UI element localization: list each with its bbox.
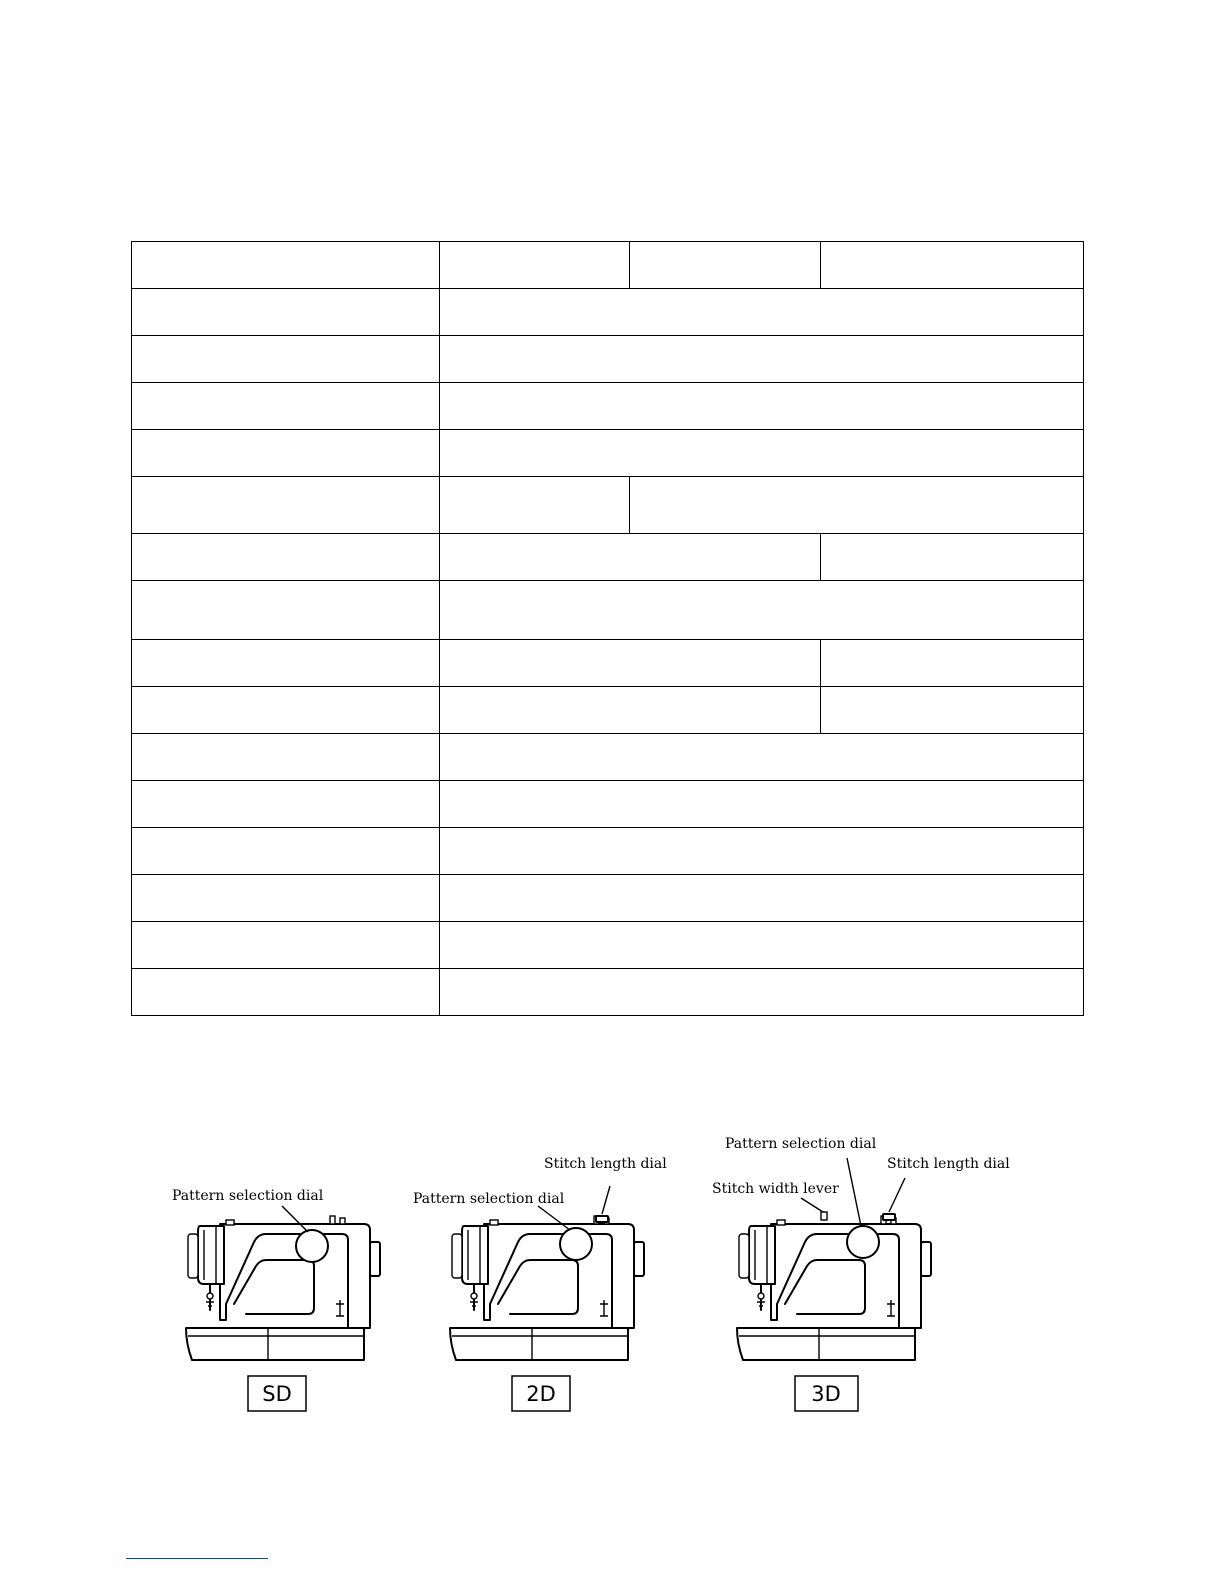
spec-table-cell <box>132 477 440 534</box>
spec-table-row <box>132 289 1084 336</box>
spec-table-row <box>132 687 1084 734</box>
callout-line <box>602 1186 610 1214</box>
sd-model-label: SD <box>262 1382 292 1406</box>
spec-table-row <box>132 640 1084 687</box>
spec-table-row <box>132 969 1084 1016</box>
figure-2d <box>413 1156 667 1411</box>
spec-table-cell <box>132 289 440 336</box>
spec-table-row <box>132 781 1084 828</box>
spec-table-row <box>132 242 1084 289</box>
stitch-length-dial-icon <box>883 1214 895 1220</box>
callout-line <box>847 1158 861 1226</box>
spec-table-cell <box>132 534 440 581</box>
stitch-width-lever-icon <box>821 1212 827 1220</box>
spec-table-cell <box>440 430 1084 477</box>
pattern-selection-dial-icon <box>560 1228 592 1260</box>
2d-stitch-length-label: Stitch length dial <box>544 1156 667 1172</box>
spec-table-cell <box>440 242 630 289</box>
spec-table-cell <box>821 242 1084 289</box>
spec-table-cell <box>132 875 440 922</box>
spec-table-cell <box>132 581 440 640</box>
spec-table-cell <box>440 781 1084 828</box>
illustrations-canvas <box>0 1120 1224 1430</box>
3d-model-label: 3D <box>811 1382 841 1406</box>
spec-table-cell <box>440 687 821 734</box>
callout-line <box>889 1178 905 1212</box>
spec-table-cell <box>440 383 1084 430</box>
spec-table-cell <box>440 477 630 534</box>
spec-table-cell <box>440 581 1084 640</box>
footer-link-underline <box>126 1558 268 1559</box>
pattern-selection-dial-icon <box>296 1230 328 1262</box>
spec-table-row <box>132 430 1084 477</box>
spec-table-body <box>132 242 1084 1016</box>
spec-table-row <box>132 734 1084 781</box>
spec-table-row <box>132 336 1084 383</box>
spec-table-cell <box>132 828 440 875</box>
spec-table-cell <box>132 734 440 781</box>
machine-illustrations <box>0 1120 1224 1430</box>
spec-table <box>131 241 1084 1016</box>
spec-table-cell <box>132 922 440 969</box>
spec-table-cell <box>132 781 440 828</box>
spec-table-cell <box>440 969 1084 1016</box>
sd-pattern-selection-label: Pattern selection dial <box>172 1188 324 1204</box>
stitch-length-dial-icon <box>596 1216 608 1222</box>
spec-table-cell <box>440 734 1084 781</box>
spec-table-row <box>132 383 1084 430</box>
spec-table-cell <box>821 687 1084 734</box>
spec-table-cell <box>132 336 440 383</box>
2d-model-label: 2D <box>526 1382 556 1406</box>
spec-table-cell <box>440 534 821 581</box>
figure-3d <box>712 1136 1010 1411</box>
spec-table-row <box>132 828 1084 875</box>
spec-table-cell <box>132 687 440 734</box>
spec-table-row <box>132 875 1084 922</box>
spec-table-cell <box>630 477 1084 534</box>
spec-table-cell <box>440 336 1084 383</box>
spec-table-cell <box>132 383 440 430</box>
3d-stitch-length-label: Stitch length dial <box>887 1156 1010 1172</box>
spec-table-cell <box>440 922 1084 969</box>
spec-table-cell <box>440 640 821 687</box>
spec-table-cell <box>440 289 1084 336</box>
spec-table-cell <box>630 242 821 289</box>
figure-sd <box>172 1188 380 1411</box>
spec-table-cell <box>132 640 440 687</box>
spec-table-cell <box>132 242 440 289</box>
spec-table-cell <box>132 969 440 1016</box>
spec-table-row <box>132 922 1084 969</box>
spec-table-row <box>132 581 1084 640</box>
3d-pattern-selection-label: Pattern selection dial <box>725 1136 877 1152</box>
spec-table-row <box>132 534 1084 581</box>
pattern-selection-dial-icon <box>847 1226 879 1258</box>
spec-table-cell <box>821 534 1084 581</box>
callout-line <box>801 1198 823 1212</box>
spec-table-cell <box>440 828 1084 875</box>
spec-table-cell <box>132 430 440 477</box>
3d-stitch-width-label: Stitch width lever <box>712 1181 839 1197</box>
spec-table-cell <box>440 875 1084 922</box>
spec-table-row <box>132 477 1084 534</box>
2d-pattern-selection-label: Pattern selection dial <box>413 1191 565 1207</box>
spec-table-cell <box>821 640 1084 687</box>
